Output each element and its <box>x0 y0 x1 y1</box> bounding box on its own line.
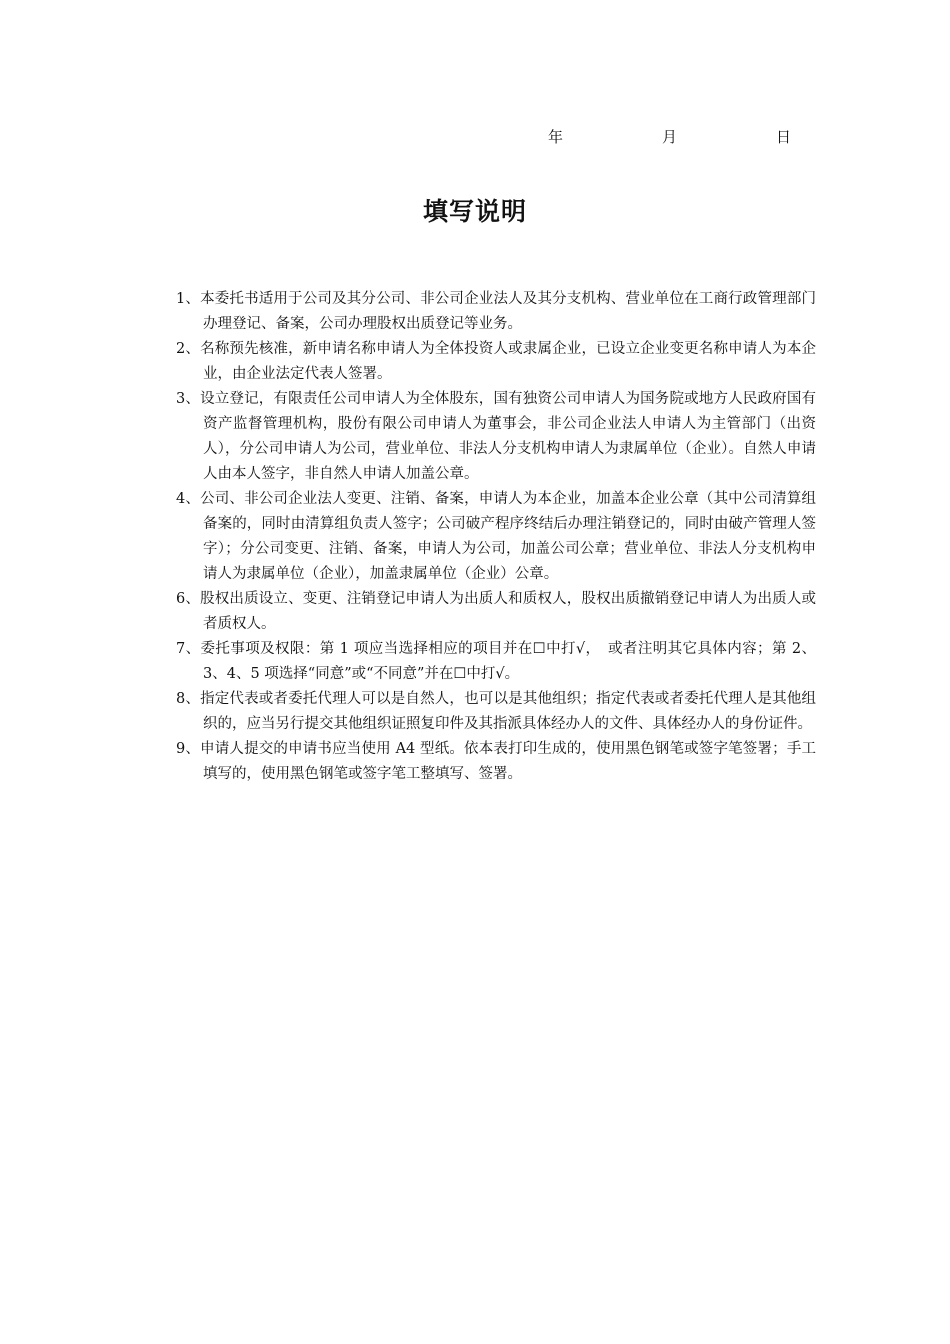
instruction-list <box>176 287 816 787</box>
date-year-label: 年 <box>548 128 564 146</box>
instruction-item: 2、名称预先核准，新申请名称申请人为全体投资人或隶属企业，已设立企业变更名称申请人为本企业，由企业法定代表人签署。 <box>176 341 816 382</box>
page-title: 填写说明 <box>422 197 527 226</box>
instruction-item: 3、设立登记，有限责任公司申请人为全体股东，国有独资公司申请人为国务院或地方人民政府国有资产监督管理机构，股份有限公司申请人为董事会，非公司企业法人申请人为主管部门（出资人），分公司申请人为公司，营业单位、非法人分支机构申请人为隶属单位（企业）。自然人申请人由本人签字，非自然人申请人加盖公章。 <box>176 391 816 482</box>
date-month-label: 月 <box>662 128 678 146</box>
instruction-item: 9、申请人提交的申请书应当使用 A4 型纸。依本表打印生成的，使用黑色钢笔或签字笔签署；手工填写的，使用黑色钢笔或签字笔工整填写、签署。 <box>176 741 816 782</box>
date-day-label: 日 <box>776 128 792 146</box>
instruction-item: 6、股权出质设立、变更、注销登记申请人为出质人和质权人，股权出质撤销登记申请人为出质人或者质权人。 <box>176 591 816 632</box>
instruction-item: 4、公司、非公司企业法人变更、注销、备案，申请人为本企业，加盖本企业公章（其中公司清算组备案的，同时由清算组负责人签字；公司破产程序终结后办理注销登记的，同时由破产管理人签字）；分公司变更、注销、备案，申请人为公司，加盖公司公章；营业单位、非法人分支机构申请人为隶属单位（企业），加盖隶属单位（企业）公章。 <box>176 491 816 582</box>
instruction-item: 1、本委托书适用于公司及其分公司、非公司企业法人及其分支机构、营业单位在工商行政管理部门办理登记、备案，公司办理股权出质登记等业务。 <box>176 291 816 332</box>
date-line <box>0 126 950 148</box>
instruction-item: 8、指定代表或者委托代理人可以是自然人，也可以是其他组织；指定代表或者委托代理人是其他组织的，应当另行提交其他组织证照复印件及其指派具体经办人的文件、具体经办人的身份证件。 <box>176 691 816 732</box>
instruction-item: 7、委托事项及权限：第 1 项应当选择相应的项目并在☐中打√， 或者注明其它具体内容；第 2、3、4、5 项选择“同意”或“不同意”并在☐中打√。 <box>176 641 816 682</box>
